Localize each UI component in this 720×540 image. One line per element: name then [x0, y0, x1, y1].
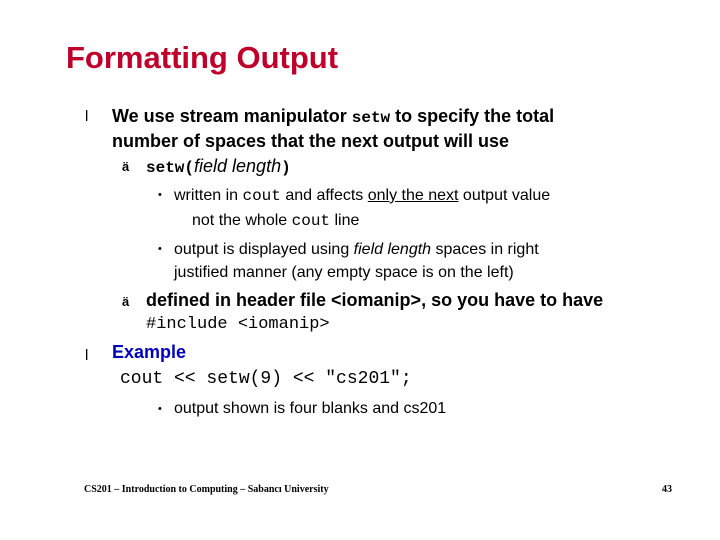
- slide-title: Formatting Output: [66, 40, 339, 75]
- detail1-code: cout: [242, 187, 281, 205]
- sub1-line: [146, 154, 291, 181]
- footer-text: CS201 – Introduction to Computing – Sabancı University: [84, 484, 329, 495]
- detail1-line2-a: not the whole: [192, 212, 292, 229]
- sub1-code-b: ): [281, 159, 291, 177]
- detail1-line2-code: cout: [291, 212, 331, 230]
- detail1-text-b: and affects: [280, 187, 368, 204]
- detail2-italic: field length: [353, 241, 432, 258]
- sub1-code-a: setw(: [146, 159, 195, 177]
- detail1-line1: [174, 184, 550, 208]
- bullet-marker-l1: l: [85, 108, 89, 125]
- bullet-marker-l2: ä: [122, 294, 130, 309]
- sub1-italic: field length: [194, 156, 282, 176]
- bullet-marker-l3: •: [158, 403, 162, 415]
- point1-text-b: to specify the total: [390, 106, 555, 126]
- sub2-code: #include <iomanip>: [146, 315, 330, 334]
- bullet-marker-l1: l: [85, 347, 89, 364]
- page-number: 43: [662, 484, 672, 495]
- detail2-text-b: spaces in right: [431, 241, 539, 258]
- example-code: cout << setw(9) << "cs201";: [120, 369, 412, 389]
- detail1-line2: [192, 209, 359, 233]
- detail1-text-c: output value: [458, 187, 551, 204]
- bullet-marker-l2: ä: [122, 159, 130, 174]
- detail1-underlined: only the next: [367, 187, 459, 204]
- example-detail: output shown is four blanks and cs201: [174, 400, 447, 417]
- sub2-line1: defined in header file <iomanip>, so you have to have: [146, 290, 604, 310]
- detail2-line2: justified manner (any empty space is on the left): [174, 264, 514, 281]
- detail1-text-a: written in: [174, 187, 243, 204]
- detail2-text-a: output is displayed using: [174, 241, 354, 258]
- example-heading: Example: [112, 342, 187, 362]
- bullet-marker-l3: •: [158, 189, 162, 201]
- point1-line1: [112, 104, 554, 131]
- detail1-line2-b: line: [330, 212, 360, 229]
- detail2-line1: [174, 238, 539, 261]
- bullet-marker-l3: •: [158, 243, 162, 255]
- point1-text-a: We use stream manipulator: [112, 106, 352, 126]
- point1-code: setw: [351, 109, 391, 127]
- point1-line2: number of spaces that the next output will use: [112, 131, 510, 151]
